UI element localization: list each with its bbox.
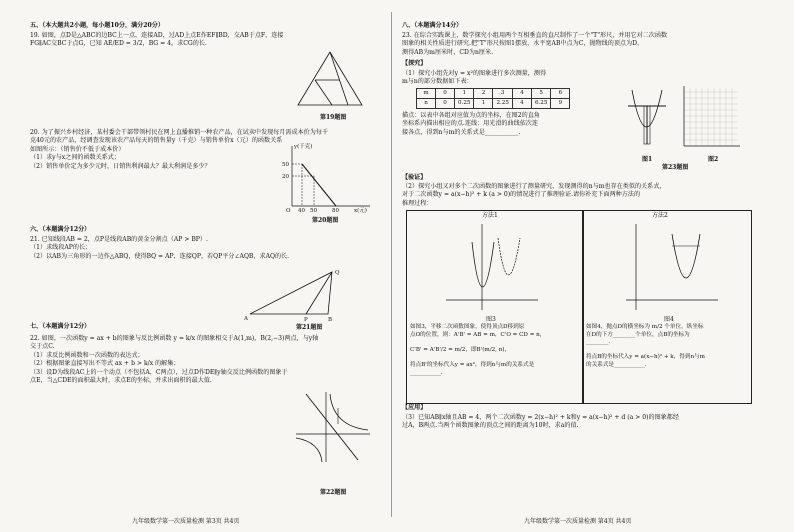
- fig21-label-P: P: [304, 317, 308, 323]
- figure-19: [290, 50, 380, 112]
- fig20-label-40: 40: [298, 208, 305, 214]
- table-cell: 1: [455, 89, 474, 99]
- fig20-label-x: x(元): [354, 208, 367, 214]
- fig4-caption: 图4: [664, 316, 674, 323]
- question-23: 23. 在综合实践课上，数学探究小组用两个互相垂直的直尺制作了一个"T"形尺，并用它对二次函数 图象的相关性质进行研究.把"T"形尺按图1摆放，水平宽AB中点为C，抛物线的顶点为D， 测得AB为m厘米时，CD为n厘米.: [402, 32, 668, 56]
- question-20: 20. 为了振兴乡村经济，某村委会干部带领村民在网上直播推销一种农产品，在试卖中发现每月需成本价为每千 克40元的农产品，经调查发现该农产品每天的销售量y（千克）与销售单价x（元）的函数关系 如图所示：（销售价不低于成本价） （1）求y与x之间的函数关系式； （2）销售单价定为多少元时，日销售利润最大？最大利润是多少？: [30, 129, 329, 170]
- fig3-caption: 图3: [486, 316, 496, 323]
- method-1-text: 如图3，平移二次函数图象，使得顶点D移到原 点O的位置，则：A'B' = AB = m，C'O = CD = n， C'B' = A'B'/2 = m/2，即B'(m/2, n)， 将点B'的坐标代入y = ax²，得到n与m的关系式是 ___________.: [410, 324, 546, 376]
- figure-3: [442, 222, 542, 312]
- table-cell: 0: [436, 99, 455, 109]
- table-cell: 0.25: [455, 99, 474, 109]
- fig20-label-origin: O: [286, 208, 291, 214]
- figure-21: [240, 268, 360, 322]
- part-1-body: 描点：以表中各组对应值为点的坐标，在图2的直角 坐标系内描出相应的点.连线：用光滑的曲线依次连 接各点，得到n与m的关系式是___________.: [402, 112, 540, 136]
- fig23-caption: 第23题图: [662, 164, 689, 171]
- fig20-label-y: y(千克): [294, 144, 313, 150]
- section5-heading: 五、（本大题共2小题，每小题10分，满分20分）: [30, 22, 164, 29]
- method-1-title: 方法1: [482, 212, 498, 219]
- fig21-caption: 第21题图: [296, 324, 323, 331]
- part-3: （3）已知AB∥x轴且AB = 4，两个二次函数y = 2(x−h)² + k和y = a(x−h)² + d (a > 0)的图象都经 过A，B两点.当两个函数图象的顶点之间的距离为10时，求a的值.: [402, 414, 679, 430]
- fig20-label-80: 80: [332, 208, 339, 214]
- table-cell: 0: [436, 89, 455, 99]
- section6-heading: 六、（本题满分12分）: [30, 226, 91, 233]
- table-row-n: [417, 99, 570, 109]
- figure-20: [280, 142, 375, 214]
- section8-heading: 八、（本题满分14分）: [402, 22, 463, 29]
- fig2-caption: 图2: [708, 156, 719, 163]
- table-cell: 4: [512, 99, 531, 109]
- column-divider: [391, 12, 392, 517]
- fig21-label-A: A: [244, 316, 248, 322]
- fig1-caption: 图1: [642, 156, 653, 163]
- table-row-m: [417, 89, 570, 99]
- figure-23-2: [678, 84, 744, 154]
- apply-heading: 【应用】: [402, 404, 427, 411]
- fig22-caption: 第22题图: [320, 489, 347, 496]
- figure-4: [622, 222, 722, 312]
- fig21-label-B: B: [328, 317, 333, 323]
- table-cell: n: [417, 99, 436, 109]
- fig19-caption: 第19题图: [320, 114, 347, 121]
- table-cell: 6.25: [531, 99, 550, 109]
- part-2-intro: （2）探究小组又对多个二次函数的图象进行了测量研究，发现测得的n与m也存在类似的关系式， 对于二次函数y = a(x−h)² + k (a > 0)的情况进行了推理验证.请你补充下面两种方法的 推理过程：: [402, 183, 666, 207]
- fig20-label-50: 50: [282, 162, 289, 168]
- mn-table: [416, 88, 570, 109]
- table-cell: 6: [551, 89, 570, 99]
- left-footer: 九年级数学第一次质量检测 第3页 共4页: [132, 518, 240, 525]
- figure-22: [292, 390, 372, 464]
- method-2-title: 方法2: [652, 212, 668, 219]
- table-cell: 2.25: [493, 99, 512, 109]
- question-22: 22. 如图，一次函数y = ax + b的图象与反比例函数 y = k/x 的图象相交于A(1,m)，B(2,−3)两点，与y轴 交于点C. （1）求反比例函数和一次函数的表达式； （2）根据图象直接写出不等式 ax + b > k/x 的解集； （3）设D为线段AC上的一个动点（不包括A，C两点），过点D作DE∥y轴交反比例函数的图象于 点E，当△CDE的面积最大时，求点E的坐标，并求出面积的最大值.: [30, 335, 319, 385]
- table-cell: 4: [512, 89, 531, 99]
- fig20-caption: 第20题图: [312, 217, 339, 224]
- table-cell: 3: [493, 89, 512, 99]
- fig21-label-Q: Q: [335, 270, 340, 276]
- fig20-label-50x: 50: [310, 208, 317, 214]
- table-cell: 9: [551, 99, 570, 109]
- figure-23-1: [624, 84, 670, 154]
- part-1-intro: （1）探究小组先对y = x²的图象进行多次测量，测得 m与n的部分数据如下表：: [402, 70, 547, 86]
- verify-heading: 【验证】: [402, 174, 427, 181]
- question-21: 21. 已知线段AB = 2，点P是线段AB的黄金分割点（AP > BP）. （1）求线段AP的长； （2）以AB为三角形的一边作△ABQ，使得BQ = AP，连接QP，若QP平分∠AQB，求AQ的长.: [30, 236, 290, 260]
- question-19: 19. 如图，点D是△ABC的边BC上一点，连接AD，过AD上点E作EF∥BD，交AB于点F，连接 FG∥AC交BC于点G，已知 AE/ED = 3/2，BG = 4，求CG的长.: [30, 32, 284, 48]
- table-cell: m: [417, 89, 436, 99]
- table-cell: 1: [474, 99, 493, 109]
- fig20-label-20: 20: [282, 174, 289, 180]
- explore-heading: 【探究】: [402, 60, 427, 67]
- method-2-text: 如图4，抛点D的横坐标为 m/2 个单位，纵坐标 在D的下方________个单位，点B的坐标为 ________. 将点B的坐标代入y = a(x−h)² + k，得到n与m 的关系式是___________.: [586, 324, 705, 368]
- section7-heading: 七、（本题满分12分）: [30, 323, 91, 330]
- table-cell: 5: [531, 89, 550, 99]
- right-footer: 九年级数学第一次质量检测 第4页 共4页: [524, 518, 632, 525]
- table-cell: 2: [474, 89, 493, 99]
